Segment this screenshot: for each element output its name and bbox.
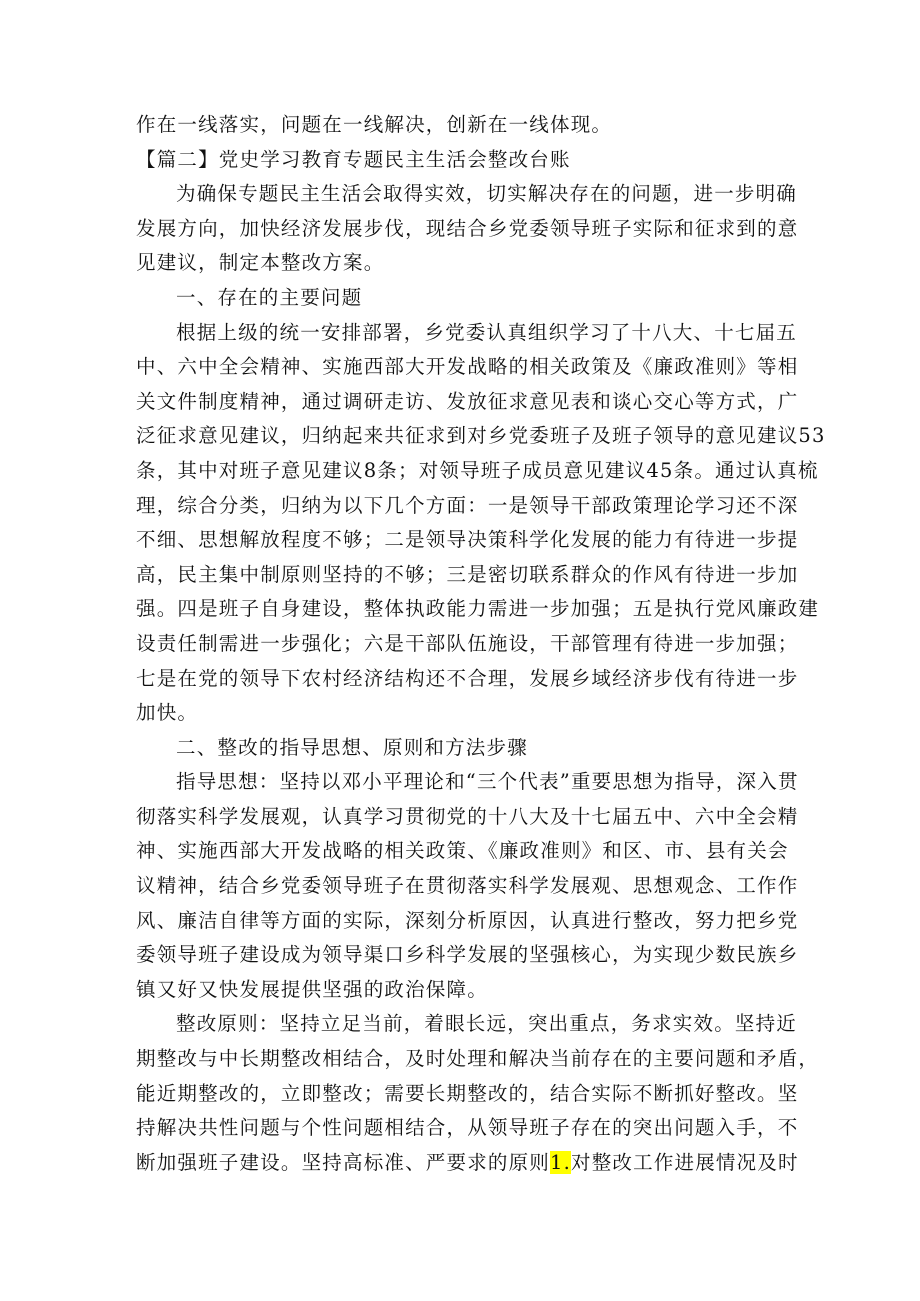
text-segment: 断加强班子建设。坚持高标准、严要求的原则	[136, 1150, 551, 1174]
text-line: 理，综合分类，归纳为以下几个方面：一是领导干部政策理论学习还不深	[136, 493, 799, 517]
text-line: 彻落实科学发展观，认真学习贯彻党的十八大及十七届五中、六中全会精	[136, 804, 799, 828]
text-line: 议精神，结合乡党委领导班子在贯彻落实科学发展观、思想观念、工作作	[136, 874, 799, 898]
text-line: 期整改与中长期整改相结合，及时处理和解决当前存在的主要问题和矛盾，	[136, 1047, 820, 1071]
heading-problems: 一、存在的主要问题	[176, 285, 363, 309]
text-line: 七是在党的领导下农村经济结构还不合理，发展乡域经济步伐有待进一步	[136, 666, 799, 690]
text-line: 设责任制需进一步强化；六是干部队伍施设，干部管理有待进一步加强；	[136, 631, 799, 655]
text-line: 整改原则：坚持立足当前，着眼长远，突出重点，务求实效。坚持近	[176, 1012, 798, 1036]
text-line: 泛征求意见建议，归纳起来共征求到对乡党委班子及班子领导的意见建议53	[136, 424, 826, 448]
heading-guidance: 二、整改的指导思想、原则和方法步骤	[176, 735, 528, 759]
text-line: 风、廉洁自律等方面的实际，深刻分析原因，认真进行整改，努力把乡党	[136, 908, 799, 932]
text-line: 指导思想：坚持以邓小平理论和“三个代表”重要思想为指导，深入贯	[176, 770, 799, 794]
text-line: 作在一线落实，问题在一线解决，创新在一线体现。	[136, 113, 613, 136]
text-line: 不细、思想解放程度不够；二是领导决策科学化发展的能力有待进一步提	[136, 528, 799, 552]
text-line: 高，民主集中制原则坚持的不够；三是密切联系群众的作风有待进一步加	[136, 562, 799, 586]
text-line: 关文件制度精神，通过调研走访、发放征求意见表和谈心交心等方式，广	[136, 389, 799, 413]
text-line: 为确保专题民主生活会取得实效，切实解决存在的问题，进一步明确	[176, 182, 798, 206]
section-title: 【篇二】党史学习教育专题民主生活会整改台账	[136, 147, 571, 171]
text-line: 条，其中对班子意见建议8条；对领导班子成员意见建议45条。通过认真梳	[136, 458, 819, 482]
text-line-last	[136, 1146, 799, 1181]
text-line: 镇又好又快发展提供坚强的政治保障。	[136, 977, 488, 1001]
text-segment-tail: 对整改工作进展情况及时	[571, 1150, 799, 1174]
text-line: 能近期整改的，立即整改；需要长期整改的，结合实际不断抓好整改。坚	[136, 1081, 799, 1105]
text-line: 中、六中全会精神、实施西部大开发战略的相关政策及《廉政准则》等相	[136, 355, 799, 379]
highlighted-number: 1.	[550, 1150, 572, 1174]
text-line: 见建议，制定本整改方案。	[136, 251, 385, 275]
text-line: 委领导班子建设成为领导渠口乡科学发展的坚强核心，为实现少数民族乡	[136, 943, 799, 967]
text-line: 强。四是班子自身建设，整体执政能力需进一步加强；五是执行党风廉政建	[136, 597, 820, 621]
text-line: 加快。	[136, 701, 199, 725]
text-line: 神、实施西部大开发战略的相关政策、《廉政准则》和区、市、县有关会	[136, 839, 789, 863]
text-line: 发展方向，加快经济发展步伐，现结合乡党委领导班子实际和征求到的意	[136, 216, 799, 240]
text-line: 根据上级的统一安排部署，乡党委认真组织学习了十八大、十七届五	[176, 320, 798, 344]
document-body	[136, 108, 826, 1180]
text-line: 持解决共性问题与个性问题相结合，从领导班子存在的突出问题入手，不	[136, 1116, 799, 1140]
